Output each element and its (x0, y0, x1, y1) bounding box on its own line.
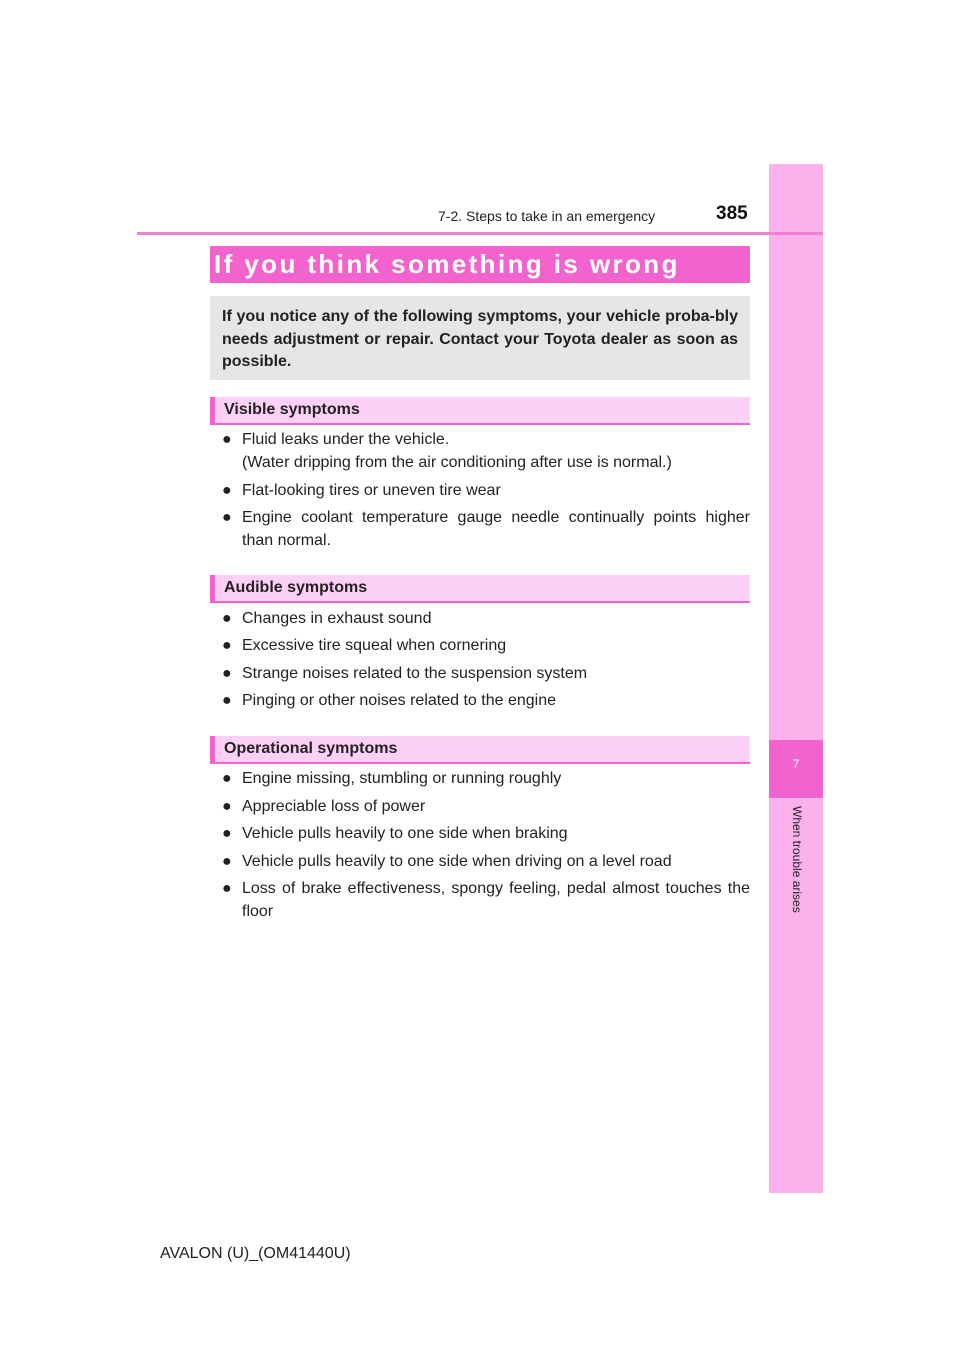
intro-text: If you notice any of the following symptoms, your vehicle proba-bly needs adjustment or repair. Contact your Toyota dealer as soon as possible. (222, 308, 738, 370)
list-item-text: Vehicle pulls heavily to one side when braking (242, 825, 568, 842)
list-item-text: Engine missing, stumbling or running roughly (242, 770, 562, 787)
chapter-number: 7 (792, 757, 800, 771)
page-number: 385 (716, 203, 748, 224)
chapter-title (788, 806, 804, 946)
bullet-icon: ● (222, 880, 232, 897)
section-heading-label: Audible symptoms (224, 579, 368, 596)
list-item-text: Loss of brake effectiveness, spongy feeling, pedal almost touches the floor (242, 880, 750, 920)
list-item-text: Strange noises related to the suspension system (242, 665, 588, 682)
list-item (222, 507, 750, 552)
section-heading-audible (210, 575, 750, 603)
intro-box (210, 296, 750, 380)
list-item-text: Pinging or other noises related to the engine (242, 692, 556, 709)
list-item-text: Changes in exhaust sound (242, 610, 432, 627)
header-rule (137, 232, 823, 235)
list-item (222, 608, 750, 631)
list-item-text: Vehicle pulls heavily to one side when driving on a level road (242, 853, 672, 870)
list-item-note: (Water dripping from the air conditioning after use is normal.) (242, 453, 672, 471)
list-item (222, 663, 750, 686)
list-item-text: Flat-looking tires or uneven tire wear (242, 482, 501, 499)
section-heading-label: Operational symptoms (224, 740, 398, 757)
bullet-icon: ● (222, 509, 232, 526)
chapter-title-label: When trouble arises (790, 806, 804, 913)
side-tab (769, 164, 823, 1193)
list-item (222, 878, 750, 923)
list-item (222, 768, 750, 791)
section-heading-visible (210, 397, 750, 425)
bullet-icon: ● (222, 665, 232, 682)
list-item (222, 429, 750, 474)
bullet-icon: ● (222, 482, 232, 499)
list-item (222, 851, 750, 874)
list-item-text: Fluid leaks under the vehicle. (242, 431, 450, 448)
bullet-icon: ● (222, 637, 232, 654)
list-item (222, 480, 750, 503)
list-item-text: Appreciable loss of power (242, 798, 426, 815)
list-item-text: Engine coolant temperature gauge needle continually points higher than normal. (242, 509, 750, 549)
footer-model-code: AVALON (U)_(OM41440U) (160, 1245, 351, 1262)
page-title: If you think something is wrong (210, 246, 750, 283)
bullet-icon: ● (222, 853, 232, 870)
list-item (222, 796, 750, 819)
list-item (222, 823, 750, 846)
list-item (222, 690, 750, 713)
bullet-icon: ● (222, 798, 232, 815)
bullet-icon: ● (222, 610, 232, 627)
bullet-icon: ● (222, 825, 232, 842)
list-item (222, 635, 750, 658)
bullet-icon: ● (222, 431, 232, 448)
header-section-title: 7-2. Steps to take in an emergency (438, 208, 656, 224)
section-heading-label: Visible symptoms (224, 401, 360, 418)
bullet-icon: ● (222, 770, 232, 787)
bullet-icon: ● (222, 692, 232, 709)
list-item-text: Excessive tire squeal when cornering (242, 637, 507, 654)
section-heading-operational (210, 736, 750, 764)
